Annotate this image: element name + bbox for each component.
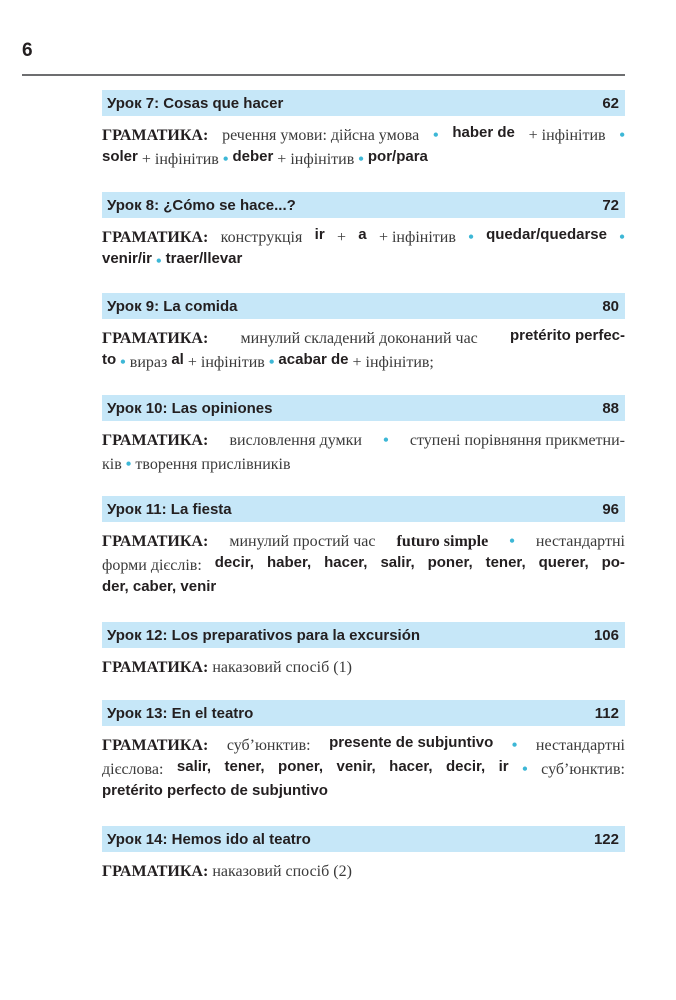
grammar-text: salir, — [380, 554, 415, 571]
grammar-description — [102, 226, 625, 274]
grammar-text: вираз — [129, 354, 168, 371]
grammar-description — [102, 124, 625, 172]
grammar-line — [102, 250, 625, 274]
grammar-text: hacer, — [389, 758, 433, 775]
lesson-page: 96 — [602, 500, 619, 518]
grammar-text: venir, — [336, 758, 376, 775]
grammar-text: haber, — [266, 554, 312, 571]
bullet-separator: • — [432, 127, 439, 144]
grammar-text: der, caber, venir — [102, 578, 217, 595]
header-rule — [22, 74, 625, 76]
lesson-title: Урок 14: Hemos ido al teatro — [107, 830, 311, 848]
grammar-text: haber de — [452, 124, 515, 141]
grammar-description — [102, 429, 625, 477]
grammar-text: querer, — [538, 554, 589, 571]
bullet-separator: • — [120, 354, 126, 371]
grammar-line — [102, 758, 625, 782]
lesson-title: Урок 12: Los preparativos para la excursión — [107, 626, 421, 644]
bullet-separator: • — [125, 456, 132, 473]
bullet-separator: • — [358, 151, 364, 168]
grammar-text: venir/ir — [102, 250, 153, 267]
grammar-line — [102, 782, 625, 806]
grammar-text: decir, — [214, 554, 254, 571]
bullet-separator: • — [522, 761, 528, 778]
grammar-text: deber — [232, 148, 274, 165]
grammar-line — [102, 226, 625, 250]
grammar-text: дієслова: — [102, 761, 164, 778]
grammar-description — [102, 656, 625, 680]
grammar-text: + інфінітив; — [352, 354, 434, 371]
grammar-line — [102, 327, 625, 351]
grammar-line — [102, 351, 625, 375]
lesson-page: 62 — [602, 94, 619, 112]
lesson-title: Урок 8: ¿Cómo se hace...? — [107, 196, 296, 214]
grammar-text: суб’юнктив: — [541, 761, 625, 778]
lesson-page: 112 — [594, 704, 619, 722]
bullet-separator: • — [509, 533, 515, 550]
grammar-text: ступені порівняння прикметни- — [409, 432, 625, 449]
lesson-heading — [102, 700, 625, 726]
grammar-text: tener, — [485, 554, 526, 571]
grammar-line — [102, 656, 625, 680]
grammar-description — [102, 734, 625, 806]
bullet-separator: • — [222, 151, 229, 168]
grammar-text: творення прислівників — [135, 456, 291, 473]
grammar-text: наказовий спосіб (2) — [212, 863, 352, 880]
lesson-heading — [102, 293, 625, 319]
grammar-text: нестандартні — [535, 533, 625, 550]
grammar-text: tener, — [224, 758, 265, 775]
grammar-description — [102, 530, 625, 602]
grammar-label: ГРАМАТИКА: — [102, 127, 209, 144]
toc-entry — [102, 496, 625, 602]
grammar-text: речення умови: дійсна умова — [222, 127, 420, 144]
grammar-line — [102, 148, 625, 172]
toc-entry — [102, 700, 625, 806]
grammar-text: висловлення думки — [229, 432, 362, 449]
toc-entry — [102, 293, 625, 375]
grammar-line — [102, 530, 625, 554]
grammar-text: po- — [601, 554, 625, 571]
grammar-text: + інфінітив — [528, 127, 606, 144]
grammar-text: pretérito perfec- — [509, 327, 625, 344]
lesson-title: Урок 13: En el teatro — [107, 704, 254, 722]
toc-entry — [102, 826, 625, 884]
grammar-description — [102, 327, 625, 375]
grammar-text: por/para — [367, 148, 428, 165]
grammar-text: salir, — [176, 758, 212, 775]
lesson-heading — [102, 496, 625, 522]
lesson-heading — [102, 395, 625, 421]
lesson-title: Урок 11: La fiesta — [107, 500, 232, 518]
grammar-text: pretérito perfecto de subjuntivo — [102, 782, 328, 799]
toc-entry — [102, 192, 625, 274]
grammar-text: hacer, — [324, 554, 368, 571]
grammar-text: to — [102, 351, 117, 368]
grammar-text: traer/llevar — [165, 250, 243, 267]
grammar-label: ГРАМАТИКА: — [102, 229, 209, 246]
page-number: 6 — [22, 40, 33, 61]
toc-entry — [102, 622, 625, 680]
lesson-title: Урок 10: Las opiniones — [107, 399, 273, 417]
grammar-text: + інфінітив — [378, 229, 456, 246]
toc-entry — [102, 90, 625, 172]
grammar-label: ГРАМАТИКА: — [102, 737, 209, 754]
lesson-page: 122 — [593, 830, 619, 848]
grammar-line — [102, 453, 625, 477]
lesson-heading — [102, 192, 625, 218]
grammar-text: decir, — [445, 758, 486, 775]
grammar-text: минулий складений доконаний час — [240, 330, 478, 347]
lesson-heading — [102, 826, 625, 852]
grammar-label: ГРАМАТИКА: — [102, 863, 209, 880]
grammar-description — [102, 860, 625, 884]
bullet-separator: • — [383, 432, 389, 449]
grammar-label: ГРАМАТИКА: — [102, 432, 209, 449]
grammar-text: ir — [498, 758, 509, 775]
grammar-text: al — [171, 351, 184, 368]
grammar-text: + інфінітив — [141, 151, 219, 168]
lesson-title: Урок 7: Cosas que hacer — [107, 94, 284, 112]
grammar-line — [102, 734, 625, 758]
grammar-label: ГРАМАТИКА: — [102, 659, 209, 676]
grammar-text: + — [336, 229, 346, 246]
grammar-text: a — [358, 226, 367, 243]
grammar-text: futuro simple — [396, 533, 489, 550]
grammar-text: форми дієслів: — [102, 557, 202, 574]
bullet-separator: • — [468, 229, 474, 246]
grammar-line — [102, 554, 625, 578]
grammar-text: poner, — [278, 758, 324, 775]
grammar-line — [102, 860, 625, 884]
bullet-separator: • — [268, 354, 275, 371]
lesson-page: 72 — [602, 196, 619, 214]
grammar-line — [102, 124, 625, 148]
lesson-page: 106 — [593, 626, 619, 644]
grammar-text: суб’юнктив: — [226, 737, 311, 754]
lesson-title: Урок 9: La comida — [107, 297, 238, 315]
lesson-heading — [102, 90, 625, 116]
grammar-text: + інфінітив — [187, 354, 265, 371]
lesson-heading — [102, 622, 625, 648]
grammar-text: ir — [314, 226, 325, 243]
grammar-text: + інфінітив — [277, 151, 355, 168]
grammar-text: soler — [102, 148, 138, 165]
grammar-text: poner, — [427, 554, 473, 571]
bullet-separator: • — [619, 229, 625, 246]
bullet-separator: • — [156, 253, 162, 270]
grammar-text: quedar/quedarse — [486, 226, 607, 243]
grammar-text: конструкція — [220, 229, 303, 246]
grammar-text: нестандартні — [535, 737, 625, 754]
grammar-text: ків — [102, 456, 122, 473]
bullet-separator: • — [511, 737, 518, 754]
lesson-page: 80 — [602, 297, 619, 315]
grammar-text: минулий простий час — [229, 533, 376, 550]
toc-entry — [102, 395, 625, 477]
grammar-label: ГРАМАТИКА: — [102, 533, 209, 550]
grammar-line — [102, 429, 625, 453]
grammar-text: acabar de — [278, 351, 349, 368]
grammar-label: ГРАМАТИКА: — [102, 330, 209, 347]
grammar-line — [102, 578, 625, 602]
lesson-page: 88 — [602, 399, 619, 417]
grammar-text: presente de subjuntivo — [329, 734, 494, 751]
grammar-text: наказовий спосіб (1) — [212, 659, 352, 676]
bullet-separator: • — [619, 127, 625, 144]
